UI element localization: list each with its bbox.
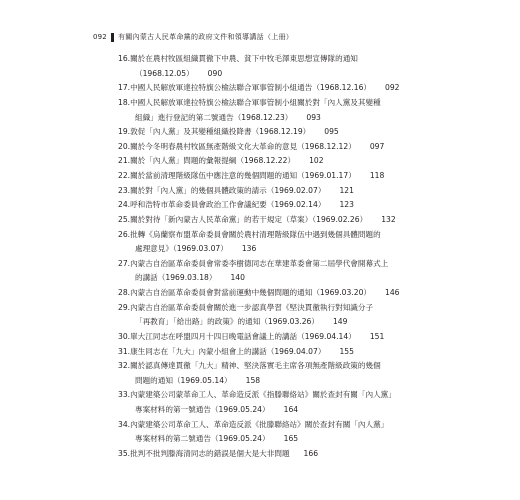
toc-entry-line [118, 125, 498, 140]
toc-entry-line [118, 184, 498, 199]
toc-entry-title: 28.內蒙古自治區革命委員會對當前運動中幾個問題的通知（1969.03.20） [118, 288, 371, 297]
toc-entry-title: 18.中國人民解放軍達拉特旗公檢法聯合軍事管制小組關於對「內人黨及其變種 [118, 97, 381, 107]
toc-entry-page: 092 [385, 83, 400, 93]
toc-entry-line [118, 271, 498, 286]
toc-entry-title: 23.關於對「內人黨」的幾個具體政策的請示（1969.02.07） [118, 185, 326, 195]
toc-entry-title: 25.關於對待「新內蒙古人民革命黨」的若干規定（草案）（1969.02.26） [118, 214, 368, 224]
toc-entry-line [118, 140, 498, 155]
toc-entry-line [118, 315, 498, 330]
book-title: 有關內蒙古人民革命黨的政府文件和領導講話（上冊） [117, 33, 294, 41]
toc-entry-title: 31.康生同志在「九大」內蒙小組會上的講話（1969.04.07） [118, 346, 326, 356]
toc-entry-title: 34.內蒙建築公司革命工人、革命造反派《批滕聯絡站》關於查封有關「內人黨」 [118, 419, 389, 429]
toc-entry-title: 的講話（1969.03.18） [135, 273, 217, 283]
toc-entry-page: 118 [369, 171, 385, 180]
toc-entry-line [118, 52, 498, 67]
toc-entry-line [118, 111, 498, 126]
toc-entry-page: 102 [309, 156, 324, 166]
toc-entry-page: 146 [385, 288, 400, 297]
toc-entry-line [118, 330, 498, 345]
toc-entry-title: 22.關於當前清理階級隊伍中應注意的幾個問題的通知（1969.01.17） [118, 171, 356, 180]
toc-entry-page: 149 [332, 317, 348, 327]
toc-entry-title: 26.批轉《烏蘭察布盟革命委員會關於農村清理階級隊伍中遇到幾個具體問題的 [118, 229, 381, 239]
toc-entry-page: 151 [369, 331, 385, 341]
toc-entry-title: 「再教育」「給出路」的政策》的通知（1969.03.26） [135, 317, 319, 327]
toc-entry-title: 32.關於認真傳達貫徹「九大」精神、堅決落實毛主席各項無產階級政策的幾個 [118, 361, 381, 371]
toc-entry-title: 29.內蒙古自治區革命委員會關於進一步認真學習《堅決貫徹執行對知識分子 [118, 302, 374, 312]
toc-entry-page: 136 [241, 244, 257, 254]
toc-entry-title: 問題的通知（1969.05.14） [135, 375, 232, 385]
toc-entry-page: 093 [306, 112, 321, 122]
toc-entry-page: 140 [230, 273, 245, 283]
toc-entry-page: 123 [339, 200, 354, 210]
toc-entry-page: 164 [283, 405, 299, 414]
toc-entry-line [118, 447, 498, 462]
toc-entry-line [118, 242, 498, 257]
toc-entry-page: 090 [207, 68, 223, 78]
toc-entry-page: 121 [339, 185, 354, 195]
toc-entry-line [118, 374, 498, 389]
toc-entry-title: 17.中國人民解放軍達拉特旗公檢法聯合軍事管制小組通告（1968.12.16） [118, 83, 371, 93]
toc-entry-page: 097 [369, 141, 385, 151]
toc-entry-title: 27.內蒙古自治區革命委員會常委李樹德同志在華建革委會第二屆學代會開幕式上 [118, 258, 389, 268]
toc-entry-page: 155 [339, 346, 354, 356]
toc-entry-line [118, 359, 498, 374]
toc-entry-title: 專案材料的第二號通告（1969.05.24） [135, 434, 270, 444]
toc-entry-title: 35.批判不批判滕海清同志的錯誤是個大是大非問題 [118, 448, 290, 458]
toc-entry-page: 166 [303, 448, 319, 458]
toc-entry-title: 專案材料的第一號通告（1969.05.24） [135, 405, 270, 414]
toc-entry-line [118, 418, 498, 433]
page-header [93, 30, 293, 44]
toc-entry-line [118, 213, 498, 228]
toc-entry-title: 組織」進行登記的第二號通告（1968.12.23） [135, 112, 293, 122]
toc-entry-page: 165 [283, 434, 299, 444]
header-divider [111, 33, 114, 42]
toc-entry-title: 24.呼和浩特市革命委員會政治工作會議紀要（1969.02.14） [118, 200, 326, 210]
toc-entry-page: 132 [381, 214, 396, 224]
toc-entry-line [118, 198, 498, 213]
toc-entry-line [118, 345, 498, 360]
toc-entry-line [118, 67, 498, 82]
toc-entry-line [118, 228, 498, 243]
toc-entry-title: 處理意見》（1969.03.07） [135, 244, 228, 254]
toc-entry-title: （1968.12.05） [135, 68, 194, 78]
toc-entry-title: 33.內蒙建築公司蒙革命工人、革命造反派《指滕聯絡站》關於查封有關「內人黨」 [118, 390, 396, 400]
toc-entry-line [118, 301, 498, 316]
toc-entry-line [118, 257, 498, 272]
toc-entry-line [118, 96, 498, 111]
toc-entry-page: 158 [245, 375, 261, 385]
toc-entry-line [118, 169, 498, 184]
toc-entry-line [118, 388, 498, 403]
toc-entry-title: 21.關於「內人黨」問題的彙報提綱（1968.12.22） [118, 156, 296, 166]
toc-entry-line [118, 154, 498, 169]
toc-entry-title: 30.單大江同志在呼盟四月十四日晚電話會議上的講話（1969.04.14） [118, 331, 356, 341]
toc-entry-title: 20.關於今冬明春農村牧區無產階級文化大革命的意見（1968.12.12） [118, 141, 356, 151]
toc-entry-line [118, 432, 498, 447]
toc-entry-line [118, 81, 498, 96]
table-of-contents [118, 52, 498, 462]
toc-entry-page: 095 [324, 127, 339, 137]
toc-entry-title: 19.敦促「內人黨」及其變種組織投降書（1968.12.19） [118, 127, 311, 137]
toc-entry-line [118, 403, 498, 418]
toc-entry-title: 16.關於在農村牧區組織貫徹下中農、貧下中牧毛澤東思想宣傳隊的通知 [118, 54, 358, 63]
toc-entry-line [118, 286, 498, 301]
page-number: 092 [93, 33, 107, 41]
